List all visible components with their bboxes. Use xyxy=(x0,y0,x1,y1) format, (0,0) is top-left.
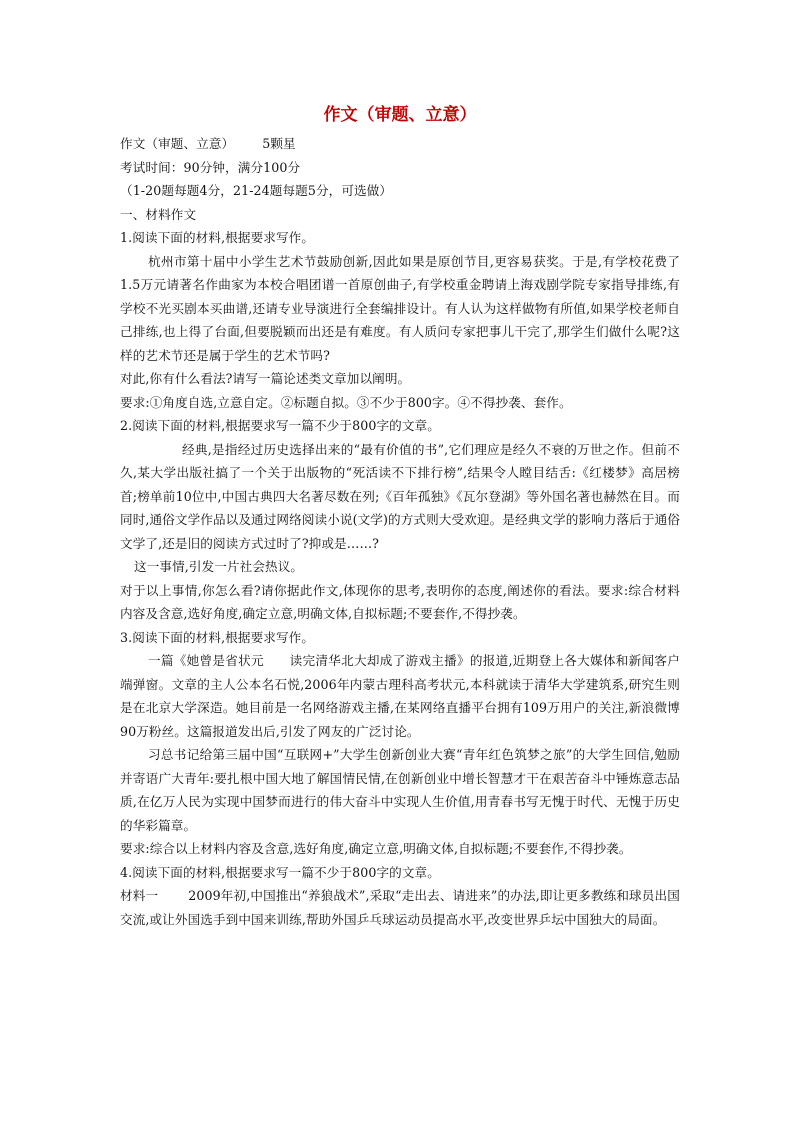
score-note: （1-20题每题4分，21-24题每题5分，可选做） xyxy=(120,183,393,198)
q1-prompt: 1.阅读下面的材料,根据要求写作。 xyxy=(120,230,315,245)
q3-material-1: 一篇《她曾是省状元 读完清华北大却成了游戏主播》的报道,近期登上各大媒体和新闻客户端弹窗。文章的主人公本名石悦,2006年内蒙古理科高考状元,本科就读于清华大学建筑系,研究生则是在北京大学深造。她目前是一名网络游戏主播,在某网络直播平台拥有109万用户的关注,新浪微博90万粉丝。这篇报道发出后,引发了网友的广泛讨论。 xyxy=(120,653,680,739)
q4-material-label: 材料一 xyxy=(120,888,159,903)
q1-material: 杭州市第十届中小学生艺术节鼓励创新,因此如果是原创节目,更容易获奖。于是,有学校花费了1.5万元请著名作曲家为本校合唱团谱一首原创曲子,有学校重金聘请上海戏剧学院专家指导排练,有学校不光买剧本买曲谱,还请专业导演进行全套编排设计。有人认为这样做物有所值,如果学校老师自己排练,也上得了台面,但要脱颖而出还是有难度。有人质问专家把事儿干完了,那学生们做什么呢?这样的艺术节还是属于学生的艺术节吗? xyxy=(120,253,680,363)
difficulty-stars: 5颗星 xyxy=(262,136,296,151)
q3-requirements: 要求:综合以上材料内容及含意,选好角度,确定立意,明确文体,自拟标题;不要套作,不得抄袭。 xyxy=(120,841,632,856)
q2-prompt: 2.阅读下面的材料,根据要求写一篇不少于800字的文章。 xyxy=(120,418,440,433)
q3-prompt: 3.阅读下面的材料,根据要求写作。 xyxy=(120,629,315,645)
q2-event: 这一事情,引发一片社会热议。 xyxy=(134,559,304,574)
q3-material-2: 习总书记给第三届中国“互联网+”大学生创新创业大赛“青年红色筑梦之旅”的大学生回信,勉励并寄语广大青年:要扎根中国大地了解国情民情,在创新创业中增长智慧才干在艰苦奋斗中锤炼意志品质,在亿万人民为实现中国梦而进行的伟大奋斗中实现人生价值,用青春书写无愧于时代、无愧于历史的华彩篇章。 xyxy=(120,747,680,833)
q1-ask: 对此,你有什么看法?请写一篇论述类文章加以阐明。 xyxy=(120,371,411,386)
q4-material-1 xyxy=(120,884,680,931)
q2-material: 经典,是指经过历史选择出来的“最有价值的书”,它们理应是经久不衰的万世之作。但前不久,某大学出版社搞了一个关于出版物的“死活读不下排行榜”,结果令人瞠目结舌:《红楼梦》高居榜首;榜单前10位中,中国古典四大名著尽数在列;《百年孤独》《瓦尔登湖》等外国名著也赫然在目。而同时,通俗文学作品以及通过网络阅读小说(文学)的方式则大受欢迎。是经典文学的影响力落后于通俗文学了,还是旧的阅读方式过时了?抑或是……? xyxy=(120,441,680,551)
document-page xyxy=(120,98,680,931)
document-title: 作文（审题、立意） xyxy=(323,105,477,125)
q4-prompt: 4.阅读下面的材料,根据要求写一篇不少于800字的文章。 xyxy=(120,864,440,880)
meta-heading: 作文（审题、立意） xyxy=(120,136,235,151)
section-heading: 一、材料作文 xyxy=(120,206,197,222)
exam-time: 考试时间：90分钟，满分100分 xyxy=(120,159,301,175)
q4-material-text: 2009年初,中国推出“养狼战术”,采取“走出去、请进来”的办法,即让更多教练和球员出国交流,或让外国选手到中国来训练,帮助外国乒乓球运动员提高水平,改变世界乒坛中国独大的局面。 xyxy=(120,888,680,927)
q1-requirements: 要求:①角度自选,立意自定。②标题自拟。③不少于800字。④不得抄袭、套作。 xyxy=(120,394,572,410)
meta-line xyxy=(120,132,680,156)
q2-ask: 对于以上事情,你怎么看?请你据此作文,体现你的思考,表明你的态度,阐述你的看法。要求:综合材料内容及含意,选好角度,确定立意,明确文体,自拟标题;不要套作,不得抄袭。 xyxy=(120,582,680,621)
